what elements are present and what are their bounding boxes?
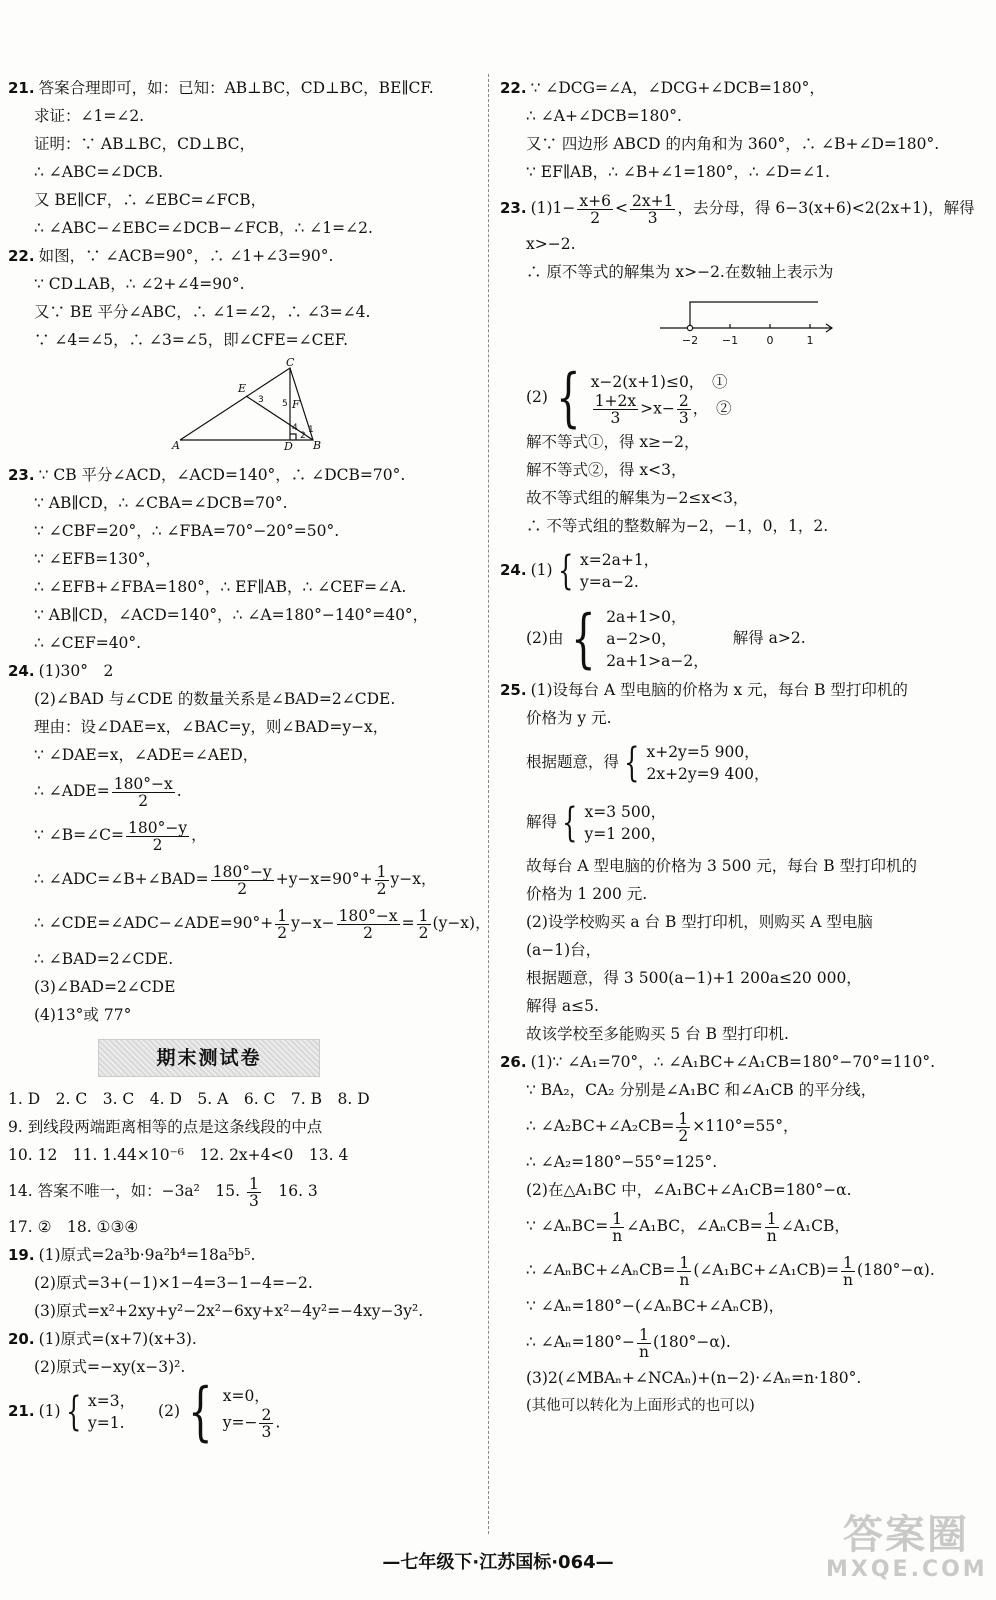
denominator: n <box>842 1270 853 1289</box>
question-number: 19. <box>8 1246 35 1264</box>
text: ， <box>191 826 207 844</box>
numerator: 1 <box>637 1327 651 1344</box>
fraction <box>417 908 431 941</box>
angle-2: 2 <box>300 431 306 441</box>
fraction <box>630 193 675 226</box>
q22-line1 <box>8 242 478 270</box>
question-number: 21. <box>8 1402 35 1420</box>
q24-line2: (2)∠BAD 与∠CDE 的数量关系是∠BAD=2∠CDE. <box>34 690 396 708</box>
text: 16. 3 <box>262 1182 318 1200</box>
r-q26-line8: ∵ ∠Aₙ=180°−(∠AₙBC+∠AₙCB)， <box>526 1297 785 1315</box>
q22-line3: 又∵ BE 平分∠ABC，∴ ∠1=∠2，∴ ∠3=∠4. <box>34 303 371 321</box>
fraction <box>126 820 189 853</box>
r-q26-line1 <box>500 1048 980 1076</box>
watermark-title: 答案圈 <box>843 1512 969 1558</box>
label-e: E <box>238 382 247 395</box>
r-q22-line2: ∴ ∠A+∠DCB=180°. <box>526 107 682 125</box>
q23-line1 <box>8 461 478 489</box>
fraction <box>211 864 274 897</box>
q23-line7: ∴ ∠CEF=40°. <box>34 634 142 652</box>
r-q25-line3 <box>500 732 980 792</box>
text: = <box>401 914 415 932</box>
fraction <box>841 1255 855 1288</box>
fraction <box>375 864 389 897</box>
angle-1: 1 <box>308 425 314 435</box>
equation-system <box>619 741 770 785</box>
eq: x+2y=5 900， <box>646 743 760 761</box>
r-q23-line6: 故不等式组的解集为−2≤x<3， <box>526 489 749 507</box>
r-q26-line5: (2)在△A₁BC 中，∠A₁BC+∠A₁CB=180°−α. <box>526 1181 852 1199</box>
text: ×110°=55°， <box>692 1117 799 1135</box>
text: (1)∵ ∠A₁=70°，∴ ∠A₁BC+∠A₁CB=180°−70°=110°. <box>530 1053 936 1071</box>
text: ∵ ∠DCG=∠A，∠DCG+∠DCB=180°， <box>530 79 825 97</box>
eq: y=a−2. <box>580 573 639 591</box>
eq: y=1. <box>88 1414 125 1432</box>
eq: x=0， <box>222 1386 270 1405</box>
r-q24-line2 <box>500 600 980 676</box>
question-number: 23. <box>8 466 35 484</box>
number-line <box>650 294 980 359</box>
text: >x− <box>640 399 675 417</box>
text: ∵ ∠B=∠C= <box>34 826 124 844</box>
numerator: 2 <box>261 1405 272 1424</box>
system-lines <box>646 741 769 785</box>
denominator: 2 <box>152 835 163 854</box>
inequality-system <box>548 361 732 435</box>
r-q26-line7 <box>500 1248 980 1292</box>
inequality-system <box>563 602 709 676</box>
number-line-diagram <box>650 294 840 350</box>
numerator: 1 <box>277 906 288 925</box>
question-number: 24. <box>500 561 527 579</box>
text: (1)设每台 A 型电脑的价格为 x 元，每台 B 型打印机的 <box>530 681 908 699</box>
r-q25-line11: 故该学校至多能购买 5 台 B 型打印机. <box>526 1025 789 1043</box>
r-q26-line4: ∴ ∠A₂=180°−55°=125°. <box>526 1153 718 1171</box>
text: 解得 a>2. <box>732 629 806 647</box>
text: ∴ ∠ADC=∠B+∠BAD= <box>34 870 209 888</box>
ineq: 2a+1>0， <box>606 608 687 626</box>
equation-system <box>180 1375 281 1449</box>
open-circle <box>687 325 692 330</box>
angle-4: 4 <box>292 423 298 433</box>
ineq: x−2(x+1)≤0， ① <box>590 372 728 391</box>
text: ， ② <box>692 399 732 417</box>
question-number: 22. <box>8 247 35 265</box>
denominator: 2 <box>418 923 429 942</box>
text: (2) <box>526 388 548 406</box>
numerator: 1 <box>248 1174 259 1193</box>
fraction <box>610 1211 624 1244</box>
text: 如图，∵ ∠ACB=90°，∴ ∠1+∠3=90°. <box>38 247 334 265</box>
r-q23-line5: 解不等式②，得 x<3， <box>526 461 687 479</box>
text: y=− <box>222 1413 258 1431</box>
r-q25-line6: 价格为 1 200 元. <box>526 885 648 903</box>
q21b-line <box>8 1375 478 1449</box>
q21-line4: ∴ ∠ABC=∠DCB. <box>34 163 164 181</box>
fraction <box>765 1211 779 1244</box>
brace-icon: { <box>571 602 597 676</box>
q24-line7 <box>8 857 478 901</box>
answers-row1: 1. D 2. C 3. C 4. D 5. A 6. C 7. B 8. D <box>8 1090 370 1108</box>
text: ∴ ∠Aₙ=180°− <box>526 1333 635 1351</box>
q24-line10: (3)∠BAD=2∠CDE <box>34 978 176 996</box>
denominator: n <box>612 1226 623 1245</box>
q20-line2: (2)原式=−xy(x−3)². <box>34 1358 186 1376</box>
denominator: 2 <box>237 879 248 898</box>
question-number: 23. <box>500 199 527 217</box>
r-q23-line3: ∴ 原不等式的解集为 x>−2.在数轴上表示为 <box>526 263 834 281</box>
q19-line1 <box>8 1241 478 1269</box>
q21-line6: ∴ ∠ABC−∠EBC=∠DCB−∠FCB，∴ ∠1=∠2. <box>34 219 373 237</box>
angle-5: 5 <box>282 399 288 409</box>
ineq: a−2>0， <box>606 630 677 648</box>
label-b: B <box>313 439 322 450</box>
text: y−x− <box>291 914 335 932</box>
text: (2) <box>158 1402 180 1420</box>
ineq: 2a+1>a−2， <box>606 652 709 670</box>
numerator: 1 <box>610 1211 624 1228</box>
tick-label: −2 <box>681 334 699 347</box>
system-lines <box>580 549 659 593</box>
text: (1)30° 2 <box>38 662 114 680</box>
triangle-diagram <box>158 358 338 450</box>
denominator: 3 <box>678 408 689 427</box>
text: +y−x=90°+ <box>275 870 373 888</box>
q24-line8 <box>8 901 491 945</box>
label-c: C <box>286 358 295 369</box>
section-title: 期末测试卷 <box>98 1039 320 1077</box>
text: 14. 答案不唯一，如：−3a² 15. <box>8 1182 245 1200</box>
text: ∵ CB 平分∠ACD，∠ACD=140°，∴ ∠DCB=70°. <box>38 466 406 484</box>
equation-system <box>557 801 666 845</box>
fraction <box>337 908 400 941</box>
q24-line3: 理由：设∠DAE=x，∠BAC=y，则∠BAD=y−x， <box>34 718 389 736</box>
r-q23-line1 <box>500 186 980 230</box>
q21-line2: 求证：∠1=∠2. <box>34 107 145 125</box>
text: (1) <box>38 1402 61 1420</box>
page-footer: —七年级下·江苏国标·064— <box>382 1552 614 1573</box>
triangle-figure <box>158 358 478 459</box>
fraction <box>593 393 638 426</box>
numerator: 180°−x <box>338 906 398 925</box>
r-q25-line10: 解得 a≤5. <box>526 997 599 1015</box>
r-q26-line6 <box>500 1204 980 1248</box>
q23-line5: ∴ ∠EFB+∠FBA=180°，∴ EF∥AB，∴ ∠CEF=∠A. <box>34 578 407 596</box>
q24-line6 <box>8 813 478 857</box>
q21-line3: 证明：∵ AB⊥BC，CD⊥BC， <box>34 135 256 153</box>
watermark-logo <box>826 1512 986 1592</box>
fraction <box>259 1407 273 1440</box>
solution-ray <box>690 302 818 328</box>
text: ∴ ∠ADE= <box>34 782 110 800</box>
q23-line6: ∵ AB∥CD，∠ACD=140°，∴ ∠A=180°−140°=40°， <box>34 606 429 624</box>
numerator: 1 <box>678 1109 689 1128</box>
left-column <box>8 74 491 1449</box>
answers-row4 <box>8 1169 478 1213</box>
q21-line5: 又 BE∥CF，∴ ∠EBC=∠FCB， <box>34 191 267 209</box>
fraction <box>676 1111 690 1144</box>
text: ∠A₁CB， <box>780 1217 850 1235</box>
text: (1)原式=(x+7)(x+3). <box>38 1330 197 1348</box>
answers-row3: 10. 12 11. 1.44×10⁻⁶ 12. 2x+4<0 13. 4 <box>8 1146 349 1164</box>
text: ∴ ∠AₙBC+∠AₙCB= <box>526 1261 676 1279</box>
text: . <box>275 1413 281 1431</box>
text: (1) <box>530 561 553 579</box>
q23-line3: ∵ ∠CBF=20°，∴ ∠FBA=70°−20°=50°. <box>34 522 340 540</box>
eq: x=3 500， <box>584 803 667 821</box>
r-q25-line2: 价格为 y 元. <box>526 709 612 727</box>
r-q24-line1 <box>500 540 980 600</box>
denominator: 3 <box>261 1422 272 1441</box>
text: ∠A₁BC，∠AₙCB= <box>626 1217 763 1235</box>
r-q26-line9 <box>500 1320 980 1364</box>
text: < <box>614 199 628 217</box>
fraction <box>247 1176 261 1209</box>
r-q25-line8: (a−1)台， <box>526 941 602 959</box>
equation-system <box>61 1390 136 1434</box>
eq <box>223 1407 281 1440</box>
q24-line1 <box>8 657 478 685</box>
denominator: 2 <box>363 923 374 942</box>
q22-line4: ∵ ∠4=∠5，∴ ∠3=∠5，即∠CFE=∠CEF. <box>34 331 349 349</box>
r-q26-note: (其他可以转化为上面形式的也可以) <box>526 1398 755 1414</box>
eq: 2x+2y=9 400， <box>646 765 770 783</box>
r-q22-line4: ∵ EF∥AB，∴ ∠B+∠1=180°，∴ ∠D=∠1. <box>526 163 830 181</box>
denominator: 3 <box>610 408 621 427</box>
q22-line2: ∵ CD⊥AB，∴ ∠2+∠4=90°. <box>34 275 245 293</box>
r-q26-line10: (3)2(∠MBAₙ+∠NCAₙ)+(n−2)·∠Aₙ=n·180°. <box>526 1369 862 1387</box>
text: . <box>176 782 182 800</box>
q19-line3: (3)原式=x²+2xy+y²−2x²−6xy+x²−4y²=−4xy−3y². <box>34 1302 424 1320</box>
r-q25-line4 <box>500 792 980 852</box>
q24-line4: ∵ ∠DAE=x，∠ADE=∠AED， <box>34 746 259 764</box>
answers-row2: 9. 到线段两端距离相等的点是这条线段的中点 <box>8 1118 323 1136</box>
brace-icon: { <box>188 1375 213 1449</box>
system-lines <box>606 606 709 672</box>
r-q25-line5: 故每台 A 型电脑的价格为 3 500 元，每台 B 型打印机的 <box>526 857 918 875</box>
text: (1)原式=2a³b·9a²b⁴=18a⁵b⁵. <box>38 1246 256 1264</box>
text: ∴ ∠CDE=∠ADC−∠ADE=90°+ <box>34 914 274 932</box>
numerator: 1 <box>841 1255 855 1272</box>
denominator: n <box>679 1270 690 1289</box>
r-q23-system <box>500 361 980 435</box>
brace-icon: { <box>556 361 581 435</box>
q21-line1 <box>8 74 478 102</box>
fraction <box>112 776 175 809</box>
answers-row5: 17. ② 18. ①③④ <box>8 1218 139 1236</box>
numerator: x+6 <box>579 191 611 210</box>
r-q26-line3 <box>500 1104 980 1148</box>
right-column <box>500 74 980 1420</box>
brace-icon: { <box>557 548 573 594</box>
label-f: F <box>292 398 300 411</box>
label-d: D <box>284 440 293 450</box>
brace-icon: { <box>562 800 578 846</box>
denominator: n <box>766 1226 777 1245</box>
system-lines <box>88 1390 135 1434</box>
watermark-url: MXQE.COM <box>826 1557 988 1582</box>
eq: x=2a+1， <box>580 551 660 569</box>
numerator: 180°−y <box>212 862 272 881</box>
fraction <box>637 1327 651 1360</box>
fraction <box>577 193 613 226</box>
text: 答案合理即可，如：已知：AB⊥BC，CD⊥BC，BE∥CF. <box>38 79 434 97</box>
fraction <box>677 393 691 426</box>
denominator: 2 <box>678 1126 689 1145</box>
eq: x=3， <box>88 1392 136 1410</box>
column-divider <box>488 74 489 1534</box>
r-q23-line7: ∴ 不等式组的整数解为−2，−1，0，1，2. <box>526 517 829 535</box>
equation-system <box>553 549 660 593</box>
r-q26-line2: ∵ BA₂，CA₂ 分别是∠A₁BC 和∠A₁CB 的平分线， <box>526 1081 877 1099</box>
r-q25-line1 <box>500 676 980 704</box>
system-lines <box>223 1385 281 1440</box>
r-q23-line2: x>−2. <box>526 235 576 253</box>
text: y−x， <box>390 870 437 888</box>
r-q22-line3: 又∵ 四边形 ABCD 的内角和为 360°，∴ ∠B+∠D=180°. <box>526 135 940 153</box>
fraction <box>275 908 289 941</box>
text: (180°−α). <box>652 1333 731 1351</box>
r-q25-line7: (2)设学校购买 a 台 B 型打印机，则购买 A 型电脑 <box>526 913 873 931</box>
text: (1)1− <box>530 199 576 217</box>
q24-line9: ∴ ∠BAD=2∠CDE. <box>34 950 174 968</box>
tick-label: 1 <box>806 334 814 347</box>
text: ∴ ∠A₂BC+∠A₂CB= <box>526 1117 675 1135</box>
q20-line1 <box>8 1325 478 1353</box>
text: (180°−α). <box>856 1261 935 1279</box>
numerator: 1 <box>418 906 429 925</box>
q23-line2: ∵ AB∥CD，∴ ∠CBA=∠DCB=70°. <box>34 494 288 512</box>
denominator: 3 <box>248 1191 259 1210</box>
q24-line11: (4)13°或 77° <box>34 1006 132 1024</box>
numerator: 1 <box>677 1255 691 1272</box>
system-lines <box>584 801 666 845</box>
question-number: 20. <box>8 1330 35 1348</box>
brace-icon: { <box>65 1389 81 1435</box>
text: ，去分母，得 6−3(x+6)<2(2x+1)，解得 <box>677 199 975 217</box>
numerator: 1 <box>376 862 387 881</box>
question-number: 25. <box>500 681 527 699</box>
question-number: 22. <box>500 79 527 97</box>
angle-3: 3 <box>258 395 264 405</box>
fraction <box>677 1255 691 1288</box>
denominator: 2 <box>138 791 149 810</box>
tick-label: 0 <box>766 334 774 347</box>
text: (y−x)， <box>432 914 491 932</box>
denominator: 2 <box>277 923 288 942</box>
label-a: A <box>172 439 180 450</box>
ineq <box>591 393 732 426</box>
text: (∠A₁BC+∠A₁CB)= <box>693 1261 839 1279</box>
numerator: 2 <box>678 391 689 410</box>
text: (2)由 <box>526 629 564 647</box>
question-number: 24. <box>8 662 35 680</box>
r-q22-line1 <box>500 74 980 102</box>
r-q23-line4: 解不等式①，得 x≥−2， <box>526 433 700 451</box>
numerator: 1+2x <box>594 391 637 410</box>
q24-line5 <box>8 769 478 813</box>
denominator: 2 <box>590 208 601 227</box>
denominator: 2 <box>376 879 387 898</box>
text: 根据题意，得 <box>526 753 620 771</box>
text: ∵ ∠AₙBC= <box>526 1217 609 1235</box>
question-number: 21. <box>8 79 35 97</box>
r-q25-line9: 根据题意，得 3 500(a−1)+1 200a≤20 000， <box>526 969 862 987</box>
brace-icon: { <box>624 740 640 786</box>
denominator: n <box>638 1342 649 1361</box>
numerator: 180°−y <box>128 818 188 837</box>
numerator: 1 <box>765 1211 779 1228</box>
question-number: 26. <box>500 1053 527 1071</box>
denominator: 3 <box>647 208 658 227</box>
q23-line4: ∵ ∠EFB=130°， <box>34 550 162 568</box>
numerator: 2x+1 <box>631 191 674 210</box>
numerator: 180°−x <box>113 774 173 793</box>
text: 解得 <box>526 813 558 831</box>
tick-label: −1 <box>721 334 739 347</box>
q19-line2: (2)原式=3+(−1)×1−4=3−1−4=−2. <box>34 1274 313 1292</box>
eq: y=1 200， <box>584 825 667 843</box>
system-lines <box>591 371 732 426</box>
